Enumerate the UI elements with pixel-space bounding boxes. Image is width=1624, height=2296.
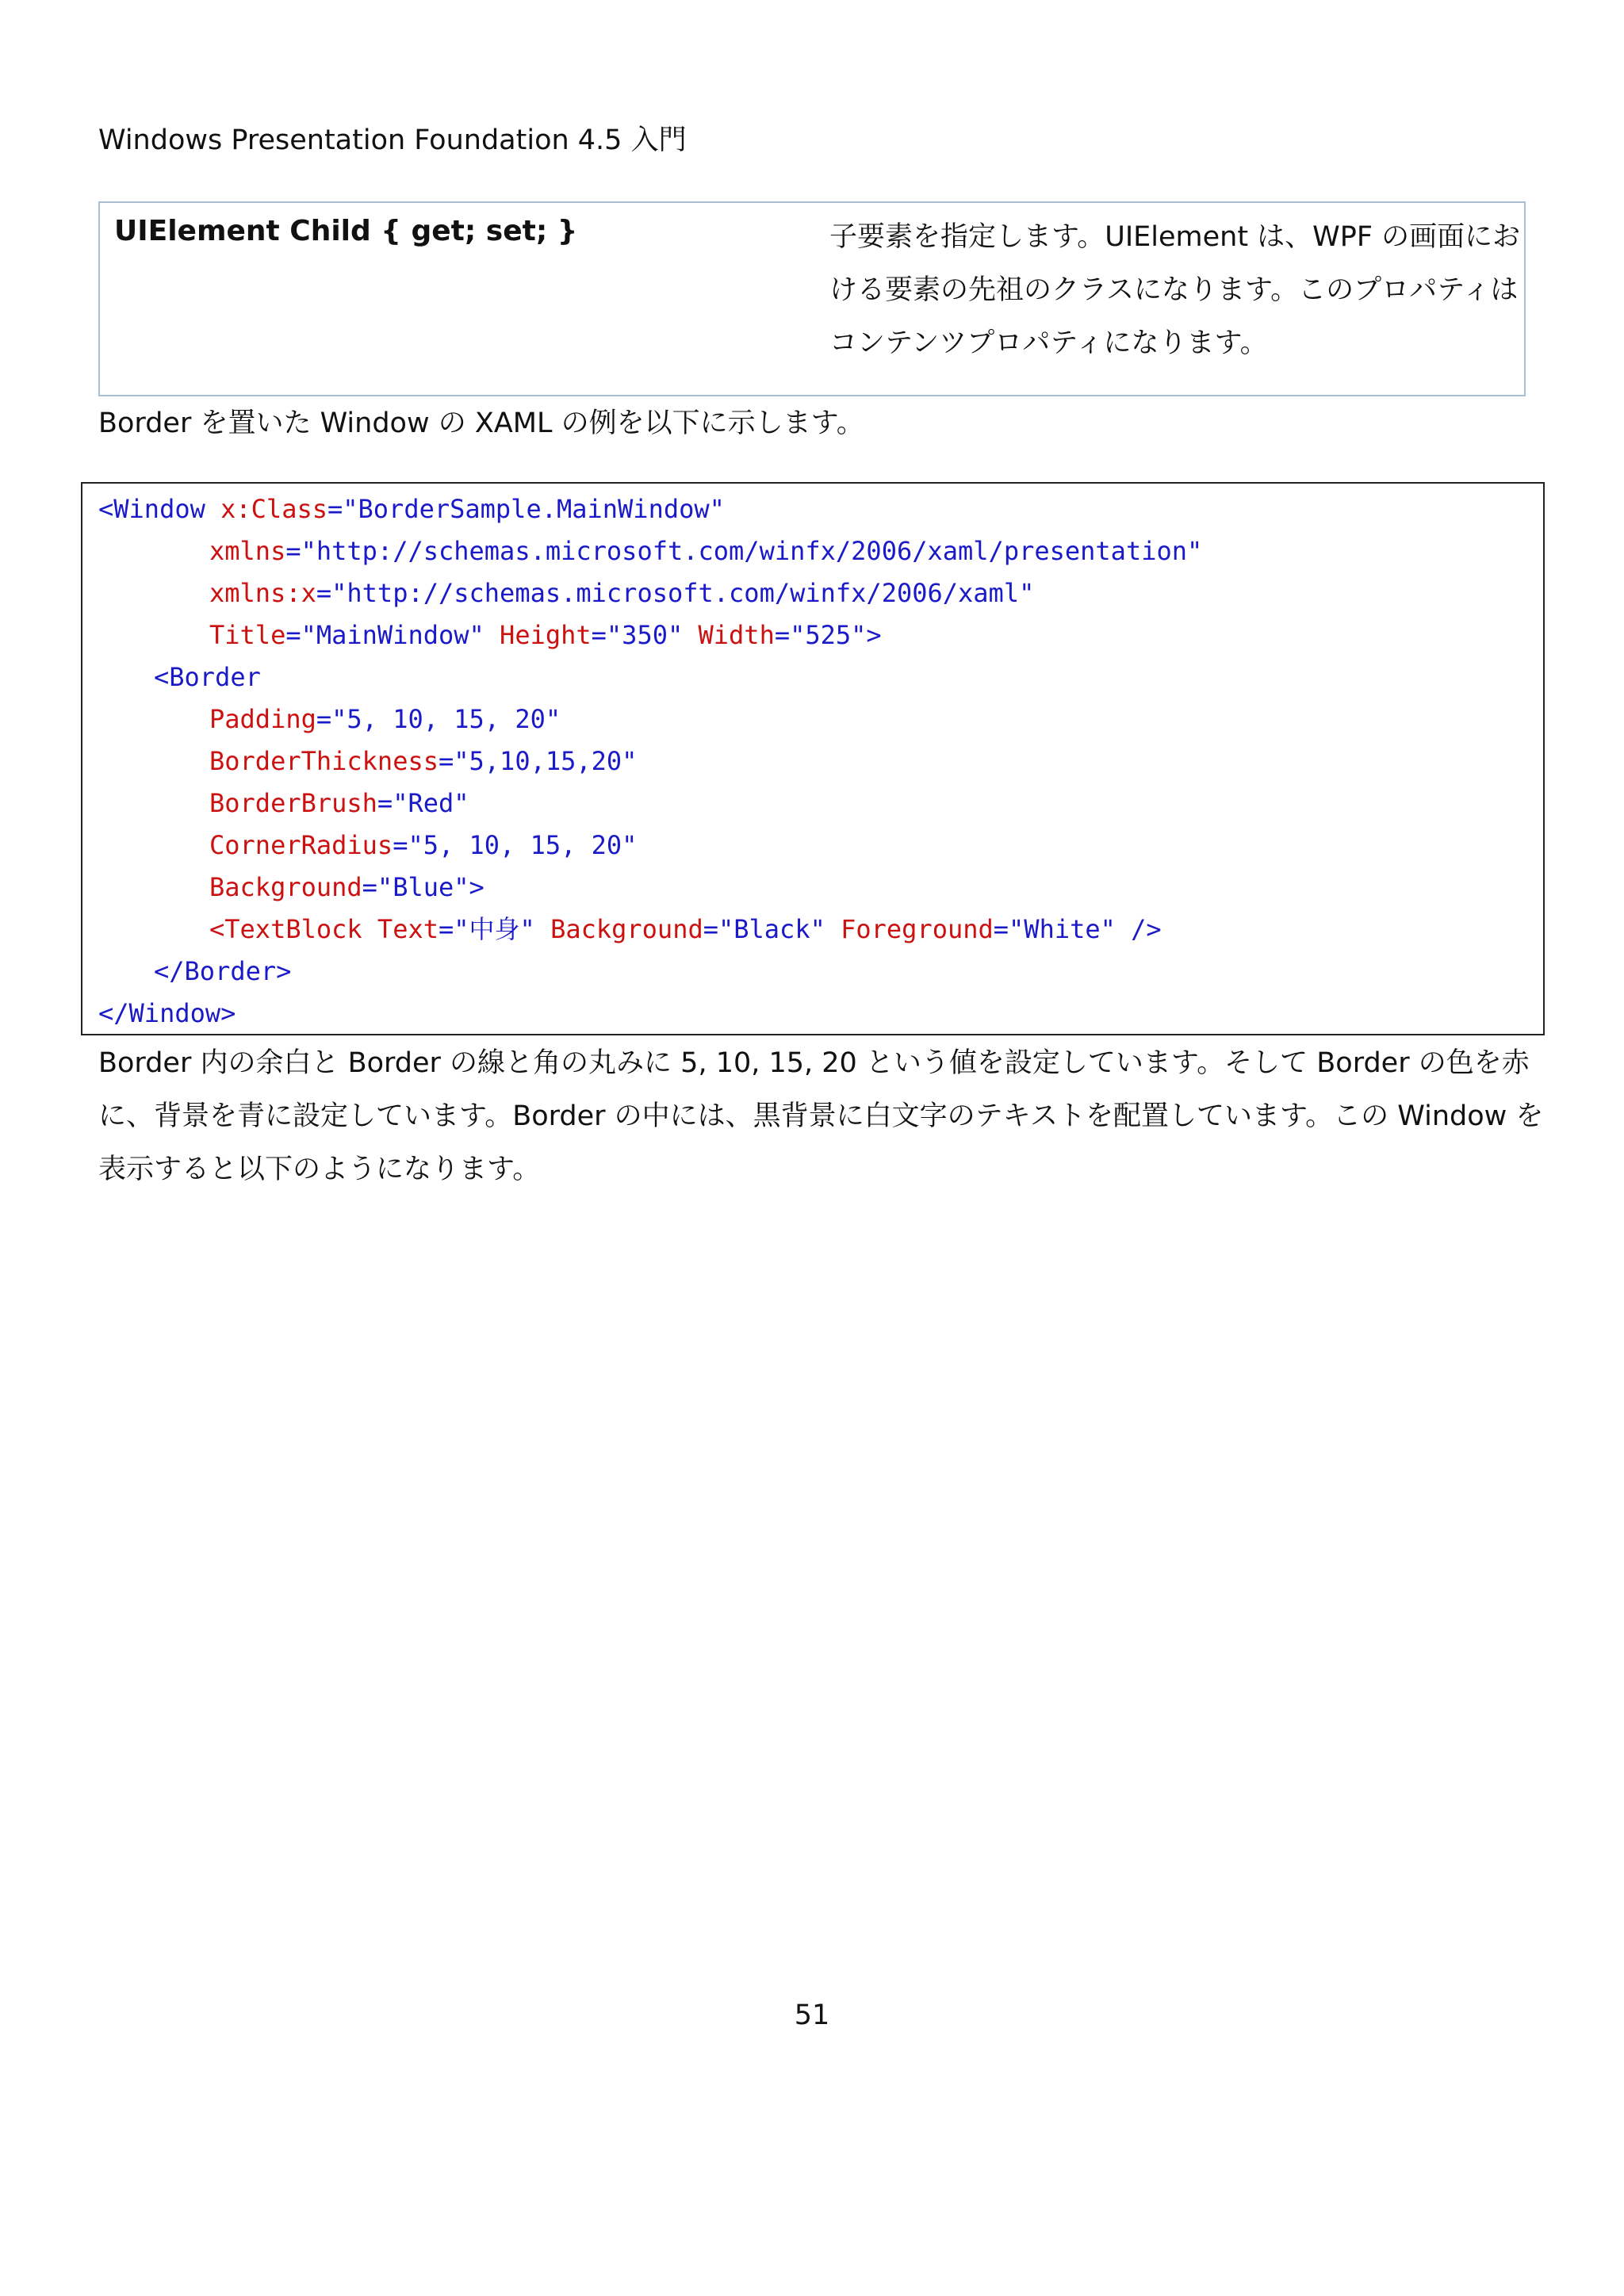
code-attribute: Width (698, 620, 775, 650)
code-tag: <Window (98, 494, 205, 524)
code-value: "中身" (454, 914, 535, 944)
code-value: "BorderSample.MainWindow" (343, 494, 725, 524)
code-line-8 (209, 783, 469, 825)
code-attribute: Foreground (841, 914, 994, 944)
code-equals: = (393, 830, 408, 860)
code-value: "525" (790, 620, 867, 650)
code-line-3 (209, 572, 1034, 614)
code-attribute: CornerRadius (209, 830, 393, 860)
code-attribute: x:Class (220, 494, 327, 524)
code-equals: = (774, 620, 791, 650)
code-equals: = (362, 872, 377, 902)
code-value: "http://schemas.microsoft.com/winfx/2006/xaml/presentation" (301, 536, 1203, 566)
code-value: "Black" (718, 914, 825, 944)
code-line-7 (209, 740, 637, 783)
code-value: "White" (1009, 914, 1116, 944)
code-value: "5,10,15,20" (454, 746, 638, 776)
code-line-1 (98, 488, 725, 530)
code-tag: <Border (154, 662, 261, 692)
code-tag-close: /> (1131, 914, 1162, 944)
property-name: UIElement Child { get; set; } (114, 215, 578, 247)
code-attribute: Title (209, 620, 286, 650)
property-description (829, 211, 1519, 370)
code-line-12 (154, 951, 291, 993)
code-line-2 (209, 530, 1202, 572)
code-line-13 (98, 993, 236, 1035)
code-attribute: Background (209, 872, 362, 902)
code-value: "Blue" (377, 872, 469, 902)
page-number: 51 (794, 1999, 830, 2031)
property-description-line: ける要素の先祖のクラスになります。このプロパティは (829, 274, 1519, 306)
code-attribute: Background (550, 914, 703, 944)
xaml-code-block (81, 482, 1545, 1035)
code-equals: = (993, 914, 1009, 944)
code-equals: = (316, 578, 332, 608)
code-attribute: Padding (209, 704, 316, 734)
property-table (98, 201, 1526, 396)
code-tag-close: > (469, 872, 485, 902)
code-equals: = (285, 620, 301, 650)
code-tag: <TextBlock (209, 914, 362, 944)
code-attribute: Height (500, 620, 592, 650)
code-equals: = (703, 914, 718, 944)
code-equals: = (285, 536, 301, 566)
code-line-4 (209, 614, 882, 656)
page-header: Windows Presentation Foundation 4.5 入門 (98, 124, 687, 156)
code-line-9 (209, 825, 637, 867)
code-tag: </Border> (154, 956, 292, 986)
code-tag: </Window> (98, 998, 236, 1028)
code-value: "Red" (393, 788, 469, 818)
code-value: "http://schemas.microsoft.com/winfx/2006/xaml" (331, 578, 1035, 608)
code-attribute: xmlns (209, 536, 286, 566)
code-line-6 (209, 698, 561, 740)
code-line-11 (209, 909, 1162, 951)
code-value: "350" (606, 620, 684, 650)
code-value: "5, 10, 15, 20" (331, 704, 561, 734)
code-equals: = (438, 914, 454, 944)
code-attribute: BorderThickness (209, 746, 439, 776)
code-attribute: Text (377, 914, 439, 944)
code-equals: = (327, 494, 343, 524)
intro-paragraph: Border を置いた Window の XAML の例を以下に示します。 (98, 408, 864, 439)
code-attribute: xmlns:x (209, 578, 316, 608)
explanation-line: 表示すると以下のようになります。 (98, 1154, 541, 1185)
code-attribute: BorderBrush (209, 788, 377, 818)
explanation-paragraph (98, 1037, 1543, 1196)
code-equals: = (377, 788, 393, 818)
code-value: "5, 10, 15, 20" (408, 830, 638, 860)
code-line-10 (209, 867, 485, 909)
code-equals: = (591, 620, 607, 650)
code-equals: = (316, 704, 332, 734)
code-value: "MainWindow" (301, 620, 485, 650)
property-description-line: コンテンツプロパティになります。 (829, 327, 1268, 359)
property-description-line: 子要素を指定します。UIElement は、WPF の画面にお (829, 221, 1521, 253)
explanation-line: Border 内の余白と Border の線と角の丸みに 5, 10, 15, 20 という値を設定しています。そして Border の色を赤 (98, 1047, 1530, 1079)
code-line-5 (154, 656, 261, 698)
code-equals: = (438, 746, 454, 776)
explanation-line: に、背景を青に設定しています。Border の中には、黒背景に白文字のテキストを配置しています。この Window を (98, 1100, 1544, 1132)
code-tag-close: > (866, 620, 882, 650)
